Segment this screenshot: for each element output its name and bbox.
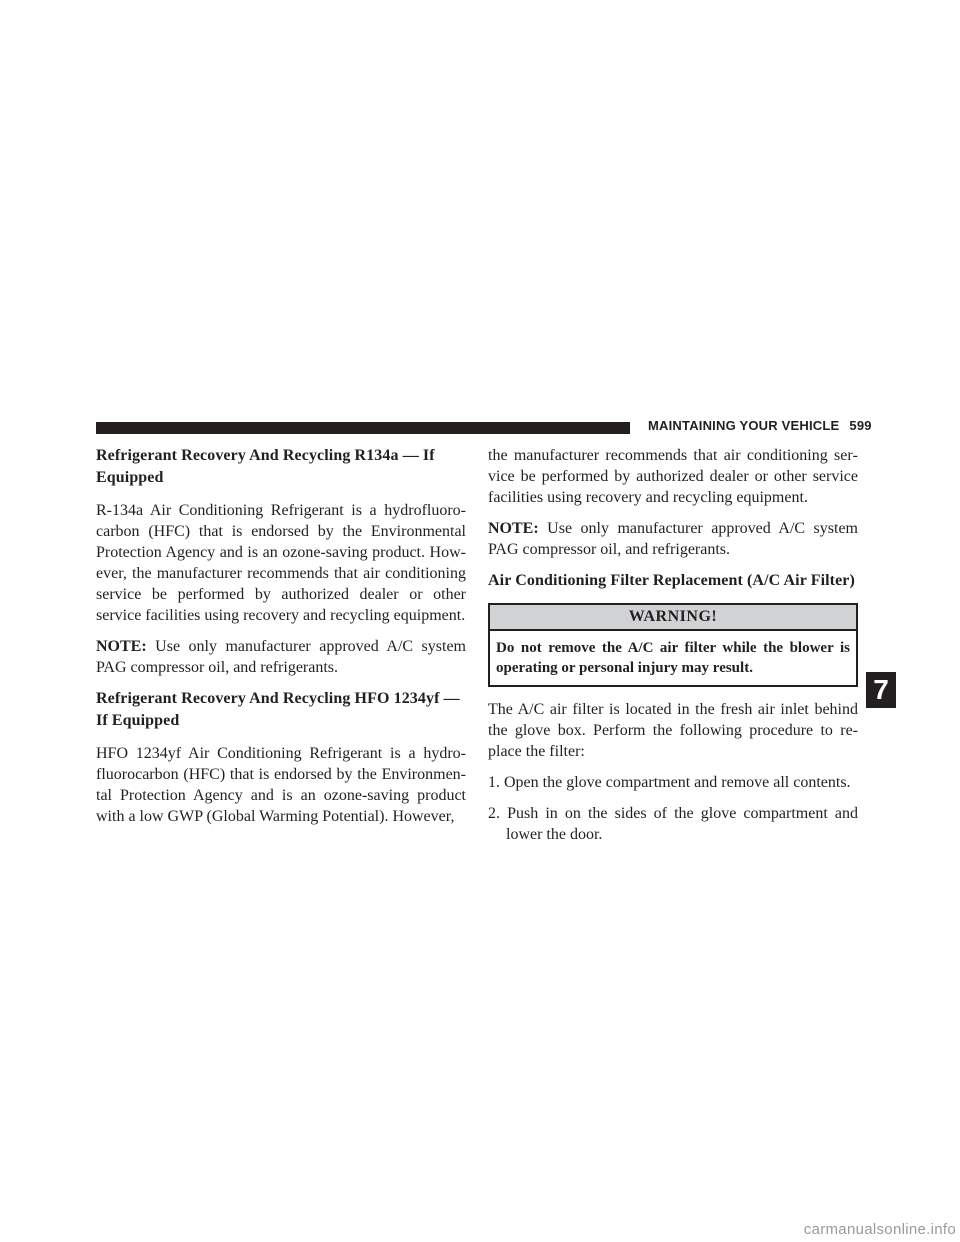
watermark: carmanualsonline.info — [803, 1221, 956, 1238]
paragraph-hfo1234yf: HFO 1234yf Air Conditioning Refrigerant is a hydrofluorocarbon (HFC) that is endorsed by the Environmental Protection Agency and is an ozone-saving product with a low GWP (Global Warming Potential). However, — [96, 745, 466, 825]
note-text: Use only manufacturer approved A/C system PAG compressor oil, and refrigerants. — [96, 638, 466, 676]
procedure-steps — [488, 772, 858, 845]
left-column — [96, 445, 466, 837]
warning-title: WARNING! — [490, 605, 856, 631]
running-header — [648, 418, 872, 433]
note-label: NOTE: — [488, 520, 539, 537]
page-number: 599 — [849, 418, 872, 433]
heading-hfo1234yf: Refrigerant Recovery And Recycling HFO 1234yf — If Equipped — [96, 690, 460, 729]
note-label: NOTE: — [96, 638, 147, 655]
paragraph-r134a: R-134a Air Conditioning Refrigerant is a hydrofluorocarbon (HFC) that is endorsed by the Environmental Protection Agency and is an ozone-saving product. However, the manufacturer recommends that air conditioning service be performed by authorized dealer or other service facilities using recovery and recycling equipment. — [96, 502, 466, 624]
right-column — [488, 445, 858, 855]
header-rule — [96, 422, 630, 434]
note-text: Use only manufacturer approved A/C system PAG compressor oil, and refrigerants. — [488, 520, 858, 558]
step-item: 2. Push in on the sides of the glove compartment and lower the door. — [488, 805, 858, 843]
heading-air-filter: Air Conditioning Filter Replacement (A/C Air Filter) — [488, 572, 855, 589]
heading-r134a: Refrigerant Recovery And Recycling R134a — If Equipped — [96, 447, 435, 486]
paragraph-filter-location: The A/C air filter is located in the fresh air inlet behind the glove box. Perform the following procedure to replace the filter: — [488, 701, 858, 760]
chapter-tab: 7 — [866, 672, 896, 708]
section-title: MAINTAINING YOUR VEHICLE — [648, 418, 840, 433]
paragraph-continued: the manufacturer recommends that air conditioning service be performed by authorized dealer or other service facilities using recovery and recycling equipment. — [488, 447, 858, 506]
note-hfo1234yf — [488, 518, 858, 560]
warning-box — [488, 603, 858, 687]
step-item: 1. Open the glove compartment and remove all contents. — [488, 774, 851, 791]
note-r134a — [96, 636, 466, 678]
warning-text: Do not remove the A/C air filter while the blower is operating or personal injury may result. — [496, 640, 850, 676]
